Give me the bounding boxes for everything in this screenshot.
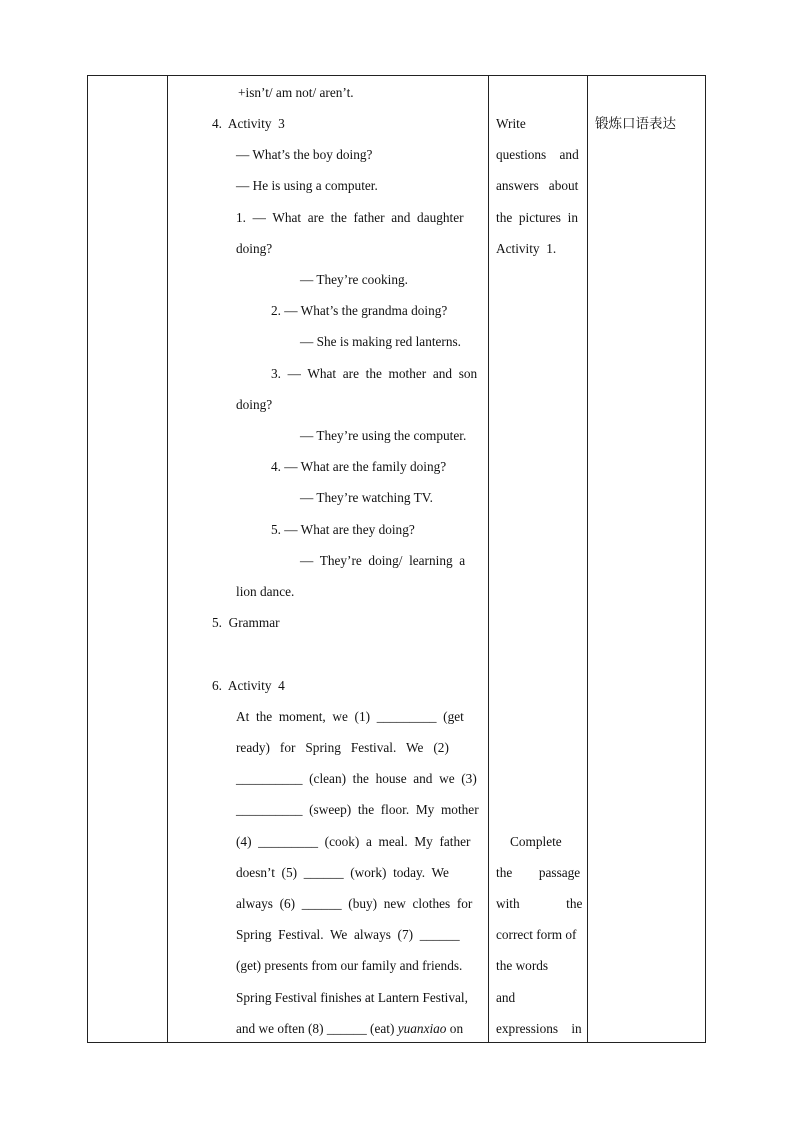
passage-line-11 <box>236 1021 463 1037</box>
answer-3: — They’re using the computer. <box>300 428 467 443</box>
complete-line-6: and <box>496 990 516 1005</box>
question-1-line-2: doing? <box>236 241 273 256</box>
grammar-heading: 5. Grammar <box>212 615 280 630</box>
passage-line-4: __________ (sweep) the floor. My mother <box>236 802 479 817</box>
passage-line-1: At the moment, we (1) _________ (get <box>236 709 464 724</box>
question-3-line-2: doing? <box>236 397 273 412</box>
negatives-line: +isn’t/ am not/ aren’t. <box>238 85 354 100</box>
column-divider-2 <box>488 76 489 1042</box>
question-3-line-1: 3. — What are the mother and son <box>271 366 478 381</box>
passage-line-11-a: and we often (8) ______ (eat) <box>236 1021 398 1036</box>
column-divider-1 <box>167 76 168 1042</box>
write-line-1: Write <box>496 116 526 131</box>
example-question: — What’s the boy doing? <box>236 147 373 162</box>
answer-1: — They’re cooking. <box>300 272 408 287</box>
lesson-plan-table <box>87 75 706 1043</box>
passage-line-11-c: on <box>446 1021 464 1036</box>
write-line-2: questions and <box>496 147 579 162</box>
passage-line-5: (4) _________ (cook) a meal. My father <box>236 834 471 849</box>
passage-line-9: (get) presents from our family and friends. <box>236 958 463 973</box>
activity4-heading: 6. Activity 4 <box>212 678 285 693</box>
purpose-text: 锻炼口语表达 <box>595 116 676 132</box>
complete-line-4: correct form of <box>496 927 577 942</box>
complete-line-7: expressions in <box>496 1021 582 1036</box>
complete-line-2: the passage <box>496 865 581 880</box>
complete-line-5: the words <box>496 958 549 973</box>
passage-line-10: Spring Festival finishes at Lantern Festival, <box>236 990 468 1005</box>
answer-5-line-2: lion dance. <box>236 584 295 599</box>
passage-line-8: Spring Festival. We always (7) ______ <box>236 927 460 942</box>
complete-line-1: Complete <box>510 834 562 849</box>
question-2: 2. — What’s the grandma doing? <box>271 303 448 318</box>
activity3-heading: 4. Activity 3 <box>212 116 285 131</box>
question-5: 5. — What are they doing? <box>271 522 415 537</box>
write-line-4: the pictures in <box>496 210 578 225</box>
write-line-3: answers about <box>496 178 579 193</box>
example-answer: — He is using a computer. <box>236 178 378 193</box>
question-1-line-1: 1. — What are the father and daughter <box>236 210 464 225</box>
passage-line-3: __________ (clean) the house and we (3) <box>236 771 477 786</box>
question-4: 4. — What are the family doing? <box>271 459 447 474</box>
write-line-5: Activity 1. <box>496 241 557 256</box>
column-divider-3 <box>587 76 588 1042</box>
passage-line-6: doesn’t (5) ______ (work) today. We <box>236 865 449 880</box>
answer-5-line-1: — They’re doing/ learning a <box>300 553 466 568</box>
complete-line-3: with the <box>496 896 583 911</box>
passage-line-2: ready) for Spring Festival. We (2) <box>236 740 449 755</box>
answer-4: — They’re watching TV. <box>300 490 433 505</box>
answer-2: — She is making red lanterns. <box>300 334 462 349</box>
passage-yuanxiao: yuanxiao <box>397 1021 447 1036</box>
passage-line-7: always (6) ______ (buy) new clothes for <box>236 896 473 911</box>
